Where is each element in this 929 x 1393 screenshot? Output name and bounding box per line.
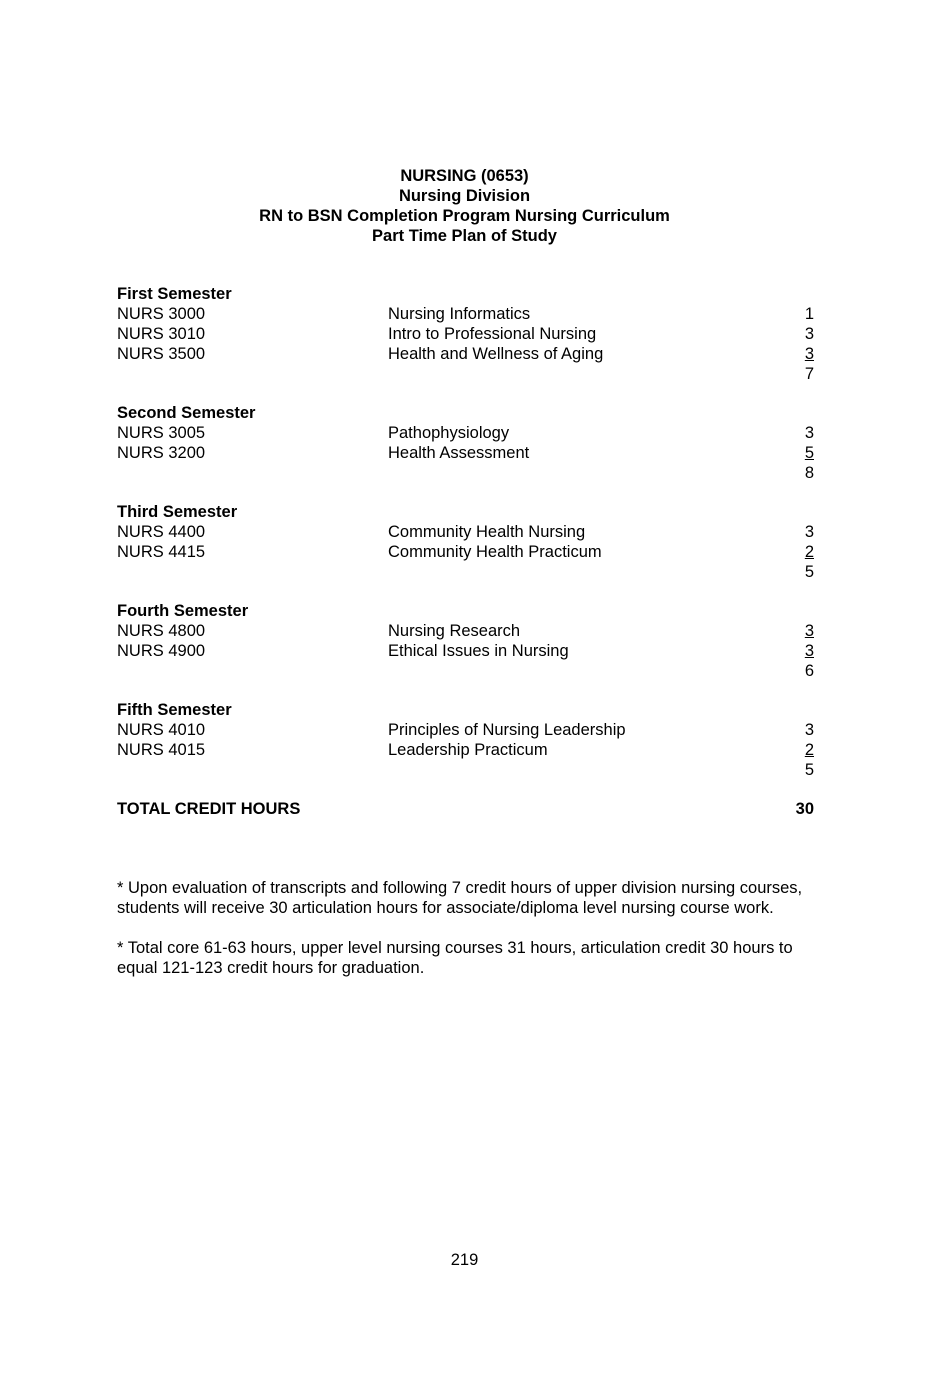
course-code: NURS 4415 — [117, 543, 206, 561]
division-name: Nursing Division — [398, 187, 531, 205]
course-code: NURS 3010 — [117, 325, 206, 343]
course-name: Health Assessment — [388, 444, 530, 462]
course-name: Community Health Practicum — [388, 543, 602, 561]
course-name: Health and Wellness of Aging — [388, 345, 604, 363]
semester-subtotal: 8 — [804, 464, 814, 482]
semester-title: Fourth Semester — [117, 602, 249, 620]
course-row — [117, 344, 814, 364]
course-name: Ethical Issues in Nursing — [388, 642, 569, 660]
course-row — [117, 720, 814, 740]
course-credits: 3 — [804, 345, 814, 363]
course-code: NURS 3200 — [117, 444, 206, 462]
plan-of-study — [117, 284, 814, 819]
course-credits: 5 — [804, 444, 814, 462]
total-value: 30 — [795, 800, 814, 818]
semester-list — [117, 284, 814, 780]
course-row — [117, 522, 814, 542]
course-name: Community Health Nursing — [388, 523, 586, 541]
course-name: Leadership Practicum — [388, 741, 548, 759]
course-name: Nursing Informatics — [388, 305, 531, 323]
course-row — [117, 740, 814, 760]
semester-block — [117, 284, 814, 384]
course-credits: 3 — [804, 721, 814, 739]
subtotal-row — [117, 364, 814, 384]
semester-subtotal: 7 — [804, 365, 814, 383]
course-row — [117, 641, 814, 661]
footnotes — [117, 878, 817, 998]
document-header — [0, 166, 929, 246]
course-row — [117, 443, 814, 463]
course-credits: 3 — [804, 424, 814, 442]
course-row — [117, 423, 814, 443]
subtotal-row — [117, 661, 814, 681]
curriculum-title: RN to BSN Completion Program Nursing Curriculum — [259, 207, 670, 225]
course-credits: 2 — [804, 741, 814, 759]
course-code: NURS 4800 — [117, 622, 206, 640]
semester-title: Fifth Semester — [117, 701, 232, 719]
course-code: NURS 3000 — [117, 305, 206, 323]
course-credits: 1 — [804, 305, 814, 323]
plan-title: Part Time Plan of Study — [372, 227, 557, 245]
course-code: NURS 3500 — [117, 345, 206, 363]
semester-subtotal: 5 — [804, 761, 814, 779]
page-number: 219 — [450, 1251, 479, 1269]
course-name: Principles of Nursing Leadership — [388, 721, 626, 739]
course-credits: 2 — [804, 543, 814, 561]
course-name: Pathophysiology — [388, 424, 510, 442]
course-row — [117, 621, 814, 641]
course-credits: 3 — [804, 325, 814, 343]
semester-block — [117, 403, 814, 483]
course-code: NURS 3005 — [117, 424, 206, 442]
course-code: NURS 4010 — [117, 721, 206, 739]
semester-subtotal: 6 — [804, 662, 814, 680]
subtotal-row — [117, 562, 814, 582]
subtotal-row — [117, 463, 814, 483]
total-credit-hours-row — [117, 799, 814, 819]
semester-subtotal: 5 — [804, 563, 814, 581]
course-code: NURS 4015 — [117, 741, 206, 759]
subtotal-row — [117, 760, 814, 780]
course-row — [117, 542, 814, 562]
semester-title: First Semester — [117, 285, 232, 303]
course-row — [117, 304, 814, 324]
course-name: Intro to Professional Nursing — [388, 325, 597, 343]
course-code: NURS 4400 — [117, 523, 206, 541]
course-code: NURS 4900 — [117, 642, 206, 660]
course-credits: 3 — [804, 622, 814, 640]
semester-block — [117, 502, 814, 582]
course-name: Nursing Research — [388, 622, 521, 640]
course-credits: 3 — [804, 523, 814, 541]
footnote: * Total core 61-63 hours, upper level nursing courses 31 hours, articulation credit 30 hours to equal 121-123 credit hours for graduation. — [117, 939, 793, 977]
semester-title: Second Semester — [117, 404, 256, 422]
semester-title: Third Semester — [117, 503, 238, 521]
semester-block — [117, 700, 814, 780]
program-title: NURSING (0653) — [400, 167, 529, 185]
course-row — [117, 324, 814, 344]
total-label: TOTAL CREDIT HOURS — [117, 800, 301, 818]
course-credits: 3 — [804, 642, 814, 660]
semester-block — [117, 601, 814, 681]
footnote: * Upon evaluation of transcripts and following 7 credit hours of upper division nursing courses, students will receive 30 articulation hours for associate/diploma level nursing course work. — [117, 879, 803, 917]
